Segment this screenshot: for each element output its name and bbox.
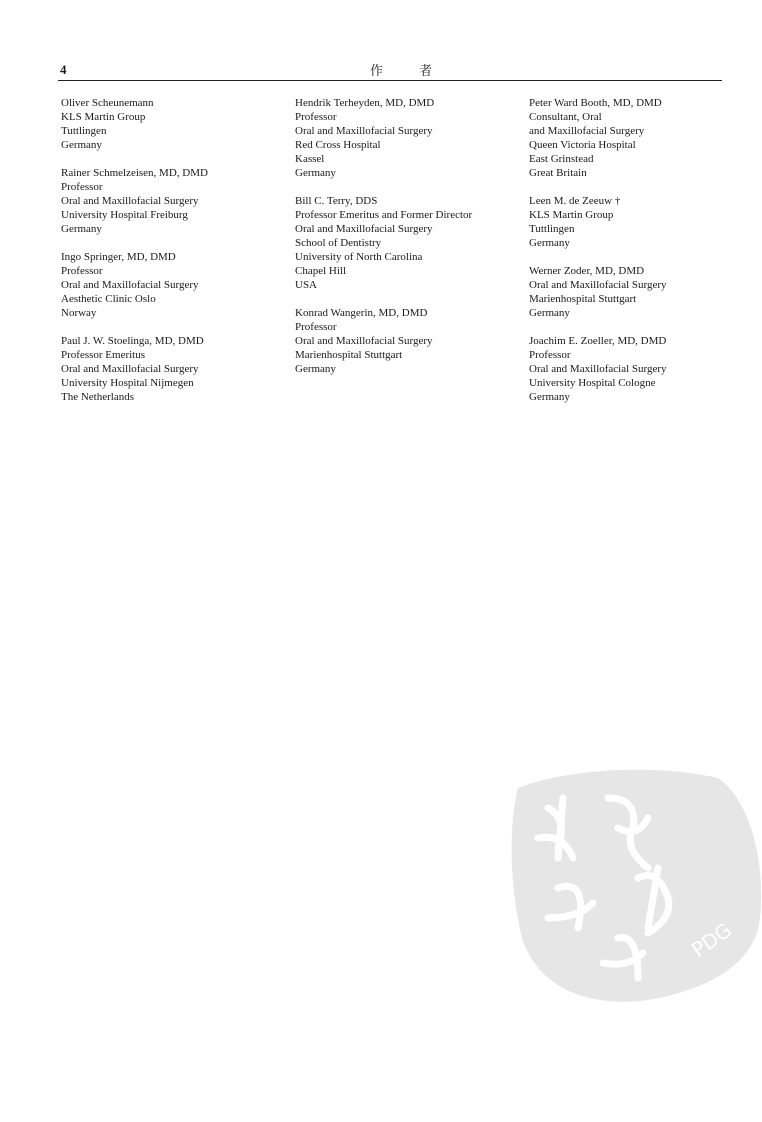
- author-affiliation-line: Professor Emeritus and Former Director: [295, 209, 473, 221]
- author-affiliation-line: Great Britain: [529, 167, 587, 179]
- author-affiliation-line: Marienhospital Stuttgart: [295, 349, 403, 361]
- author-affiliation-line: University Hospital Cologne: [529, 377, 656, 389]
- author-entry: [529, 96, 754, 180]
- author-entry: [295, 96, 520, 180]
- author-affiliation-line: Professor: [61, 265, 103, 277]
- author-entry: [61, 334, 286, 404]
- author-entry: [295, 306, 520, 376]
- author-affiliation-line: Kassel: [295, 153, 325, 165]
- author-affiliation-line: East Grinstead: [529, 153, 594, 165]
- author-column-3: [529, 96, 754, 418]
- author-affiliation-line: Germany: [61, 139, 102, 151]
- author-affiliation-line: Germany: [529, 237, 570, 249]
- author-entry: [61, 250, 286, 320]
- author-affiliation-line: KLS Martin Group: [61, 111, 146, 123]
- author-affiliation-line: Professor: [295, 321, 337, 333]
- author-affiliation-line: University Hospital Nijmegen: [61, 377, 194, 389]
- page-number: 4: [60, 62, 67, 77]
- author-affiliation-line: Consultant, Oral: [529, 111, 602, 123]
- author-affiliation-line: Chapel Hill: [295, 265, 347, 277]
- author-affiliation-line: Oral and Maxillofacial Surgery: [61, 195, 199, 207]
- author-affiliation-line: USA: [295, 279, 318, 291]
- author-affiliation-line: Oral and Maxillofacial Surgery: [295, 335, 433, 347]
- author-name: Paul J. W. Stoelinga, MD, DMD: [61, 335, 204, 347]
- author-entry: [529, 194, 754, 250]
- author-entry: [529, 334, 754, 404]
- author-name: Bill C. Terry, DDS: [295, 195, 378, 207]
- author-name: Peter Ward Booth, MD, DMD: [529, 97, 662, 109]
- author-affiliation-line: Oral and Maxillofacial Surgery: [529, 363, 667, 375]
- author-name: Werner Zoder, MD, DMD: [529, 265, 645, 277]
- author-affiliation-line: KLS Martin Group: [529, 209, 614, 221]
- author-affiliation-line: Tuttlingen: [61, 125, 107, 137]
- author-affiliation-line: Germany: [295, 363, 336, 375]
- author-column-1: [61, 96, 286, 418]
- author-affiliation-line: Norway: [61, 307, 97, 319]
- author-name: Rainer Schmelzeisen, MD, DMD: [61, 167, 208, 179]
- watermark-seal: [508, 768, 762, 1008]
- author-affiliation-line: Oral and Maxillofacial Surgery: [61, 279, 199, 291]
- author-affiliation-line: Germany: [529, 307, 570, 319]
- author-affiliation-line: Oral and Maxillofacial Surgery: [295, 125, 433, 137]
- author-affiliation-line: University Hospital Freiburg: [61, 209, 188, 221]
- author-entry: [295, 194, 520, 292]
- author-affiliation-line: Professor Emeritus: [61, 349, 146, 361]
- author-entry: [529, 264, 754, 320]
- author-name: Ingo Springer, MD, DMD: [61, 251, 176, 263]
- author-affiliation-line: Germany: [529, 391, 570, 403]
- author-column-2: [295, 96, 520, 390]
- author-affiliation-line: Tuttlingen: [529, 223, 575, 235]
- author-affiliation-line: Professor: [529, 349, 571, 361]
- page-header: [58, 60, 722, 81]
- author-affiliation-line: Germany: [61, 223, 102, 235]
- author-affiliation-line: and Maxillofacial Surgery: [529, 125, 645, 137]
- author-affiliation-line: Oral and Maxillofacial Surgery: [529, 279, 667, 291]
- author-affiliation-line: Aesthetic Clinic Oslo: [61, 293, 156, 305]
- author-affiliation-line: Oral and Maxillofacial Surgery: [61, 363, 199, 375]
- author-name: Hendrik Terheyden, MD, DMD: [295, 97, 435, 109]
- author-affiliation-line: Professor: [61, 181, 103, 193]
- author-affiliation-line: University of North Carolina: [295, 251, 423, 263]
- author-affiliation-line: Germany: [295, 167, 336, 179]
- author-name: Oliver Scheunemann: [61, 97, 154, 109]
- author-affiliation-line: School of Dentistry: [295, 237, 382, 249]
- watermark-text: PDG: [687, 917, 737, 963]
- author-affiliation-line: Professor: [295, 111, 337, 123]
- author-affiliation-line: Queen Victoria Hospital: [529, 139, 636, 151]
- author-entry: [61, 96, 286, 152]
- author-name: Leen M. de Zeeuw †: [529, 195, 621, 207]
- author-affiliation-line: The Netherlands: [61, 391, 134, 403]
- author-name: Joachim E. Zoeller, MD, DMD: [529, 335, 667, 347]
- author-entry: [61, 166, 286, 236]
- author-affiliation-line: Oral and Maxillofacial Surgery: [295, 223, 433, 235]
- author-name: Konrad Wangerin, MD, DMD: [295, 307, 428, 319]
- page-title: 作 者: [370, 64, 449, 79]
- author-affiliation-line: Marienhospital Stuttgart: [529, 293, 637, 305]
- author-affiliation-line: Red Cross Hospital: [295, 139, 381, 151]
